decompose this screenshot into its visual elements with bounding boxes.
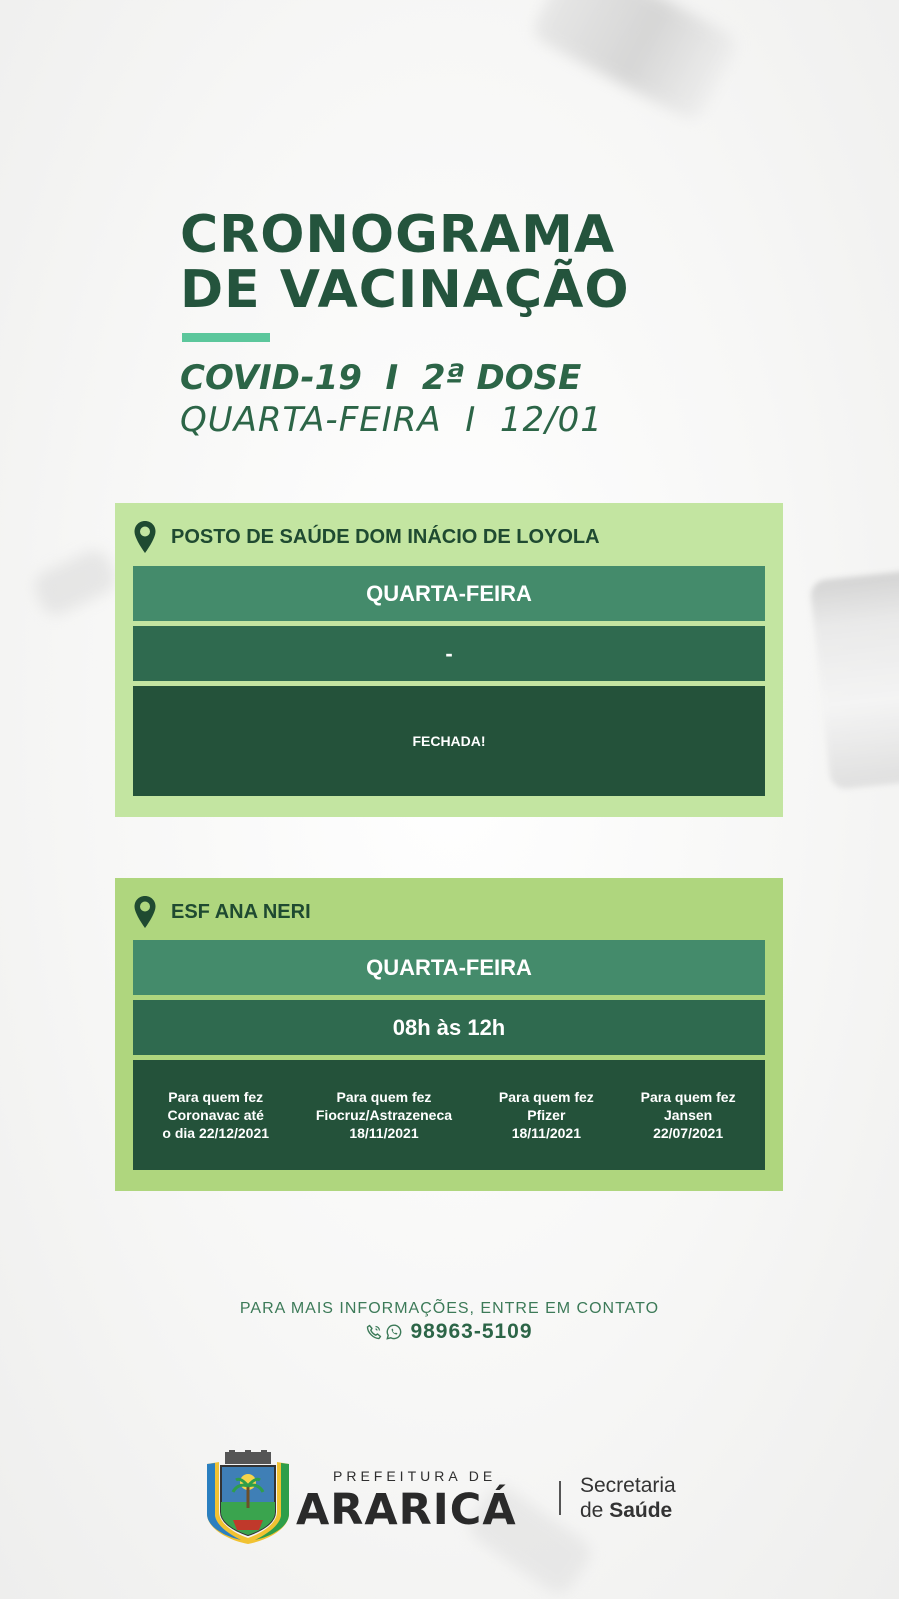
title-underline bbox=[182, 333, 270, 342]
location-header bbox=[133, 520, 600, 554]
secretaria-line-1: Secretaria bbox=[580, 1474, 676, 1497]
time-row: 08h às 12h bbox=[133, 1000, 765, 1055]
secretaria-line-2: de Saúde bbox=[580, 1499, 673, 1522]
contact-text: PARA MAIS INFORMAÇÕES, ENTRE EM CONTATO bbox=[239, 1300, 660, 1317]
city-name: ARARICÁ bbox=[296, 1485, 517, 1535]
background-vial-blur bbox=[809, 570, 899, 790]
map-pin-icon bbox=[133, 895, 157, 929]
eligibility-group-astrazeneca: Para quem fez Fiocruz/Astrazeneca 18/11/2021 bbox=[315, 1089, 453, 1141]
whatsapp-icon bbox=[386, 1324, 402, 1340]
day-row: QUARTA-FEIRA bbox=[133, 940, 765, 995]
location-header bbox=[133, 895, 311, 929]
time-row: - bbox=[133, 626, 765, 681]
location-name: ESF ANA NERI bbox=[171, 900, 311, 923]
phone-number: 98963-5109 bbox=[410, 1320, 533, 1343]
eligibility-group-jansen: Para quem fez Jansen 22/07/2021 bbox=[640, 1089, 736, 1141]
contact-phone bbox=[0, 1320, 899, 1344]
location-card-dom-inacio bbox=[115, 503, 783, 817]
eligibility-row bbox=[133, 1060, 765, 1170]
footer-divider bbox=[559, 1481, 561, 1515]
title-line-2: DE VACINAÇÃO bbox=[180, 260, 630, 320]
day-row: QUARTA-FEIRA bbox=[133, 566, 765, 621]
secretaria-saude: Saúde bbox=[609, 1499, 673, 1522]
eligibility-group-pfizer: Para quem fez Pfizer 18/11/2021 bbox=[498, 1089, 594, 1141]
page-title bbox=[180, 205, 630, 320]
subtitle-date: QUARTA-FEIRA I 12/01 bbox=[180, 400, 603, 440]
status-row: FECHADA! bbox=[133, 686, 765, 796]
subtitle-dose: COVID-19 I 2ª DOSE bbox=[180, 358, 582, 398]
background-vial-blur bbox=[29, 545, 121, 620]
map-pin-icon bbox=[133, 520, 157, 554]
prefeitura-label: PREFEITURA DE bbox=[333, 1468, 497, 1484]
location-name: POSTO DE SAÚDE DOM INÁCIO DE LOYOLA bbox=[171, 525, 600, 548]
municipal-crest-icon bbox=[203, 1450, 293, 1545]
eligibility-group-coronavac: Para quem fez Coronavac até o dia 22/12/2021 bbox=[162, 1089, 270, 1141]
phone-icon bbox=[366, 1324, 382, 1340]
title-line-1: CRONOGRAMA bbox=[180, 205, 616, 265]
location-card-ana-neri bbox=[115, 878, 783, 1191]
background-vial-blur bbox=[529, 0, 741, 124]
